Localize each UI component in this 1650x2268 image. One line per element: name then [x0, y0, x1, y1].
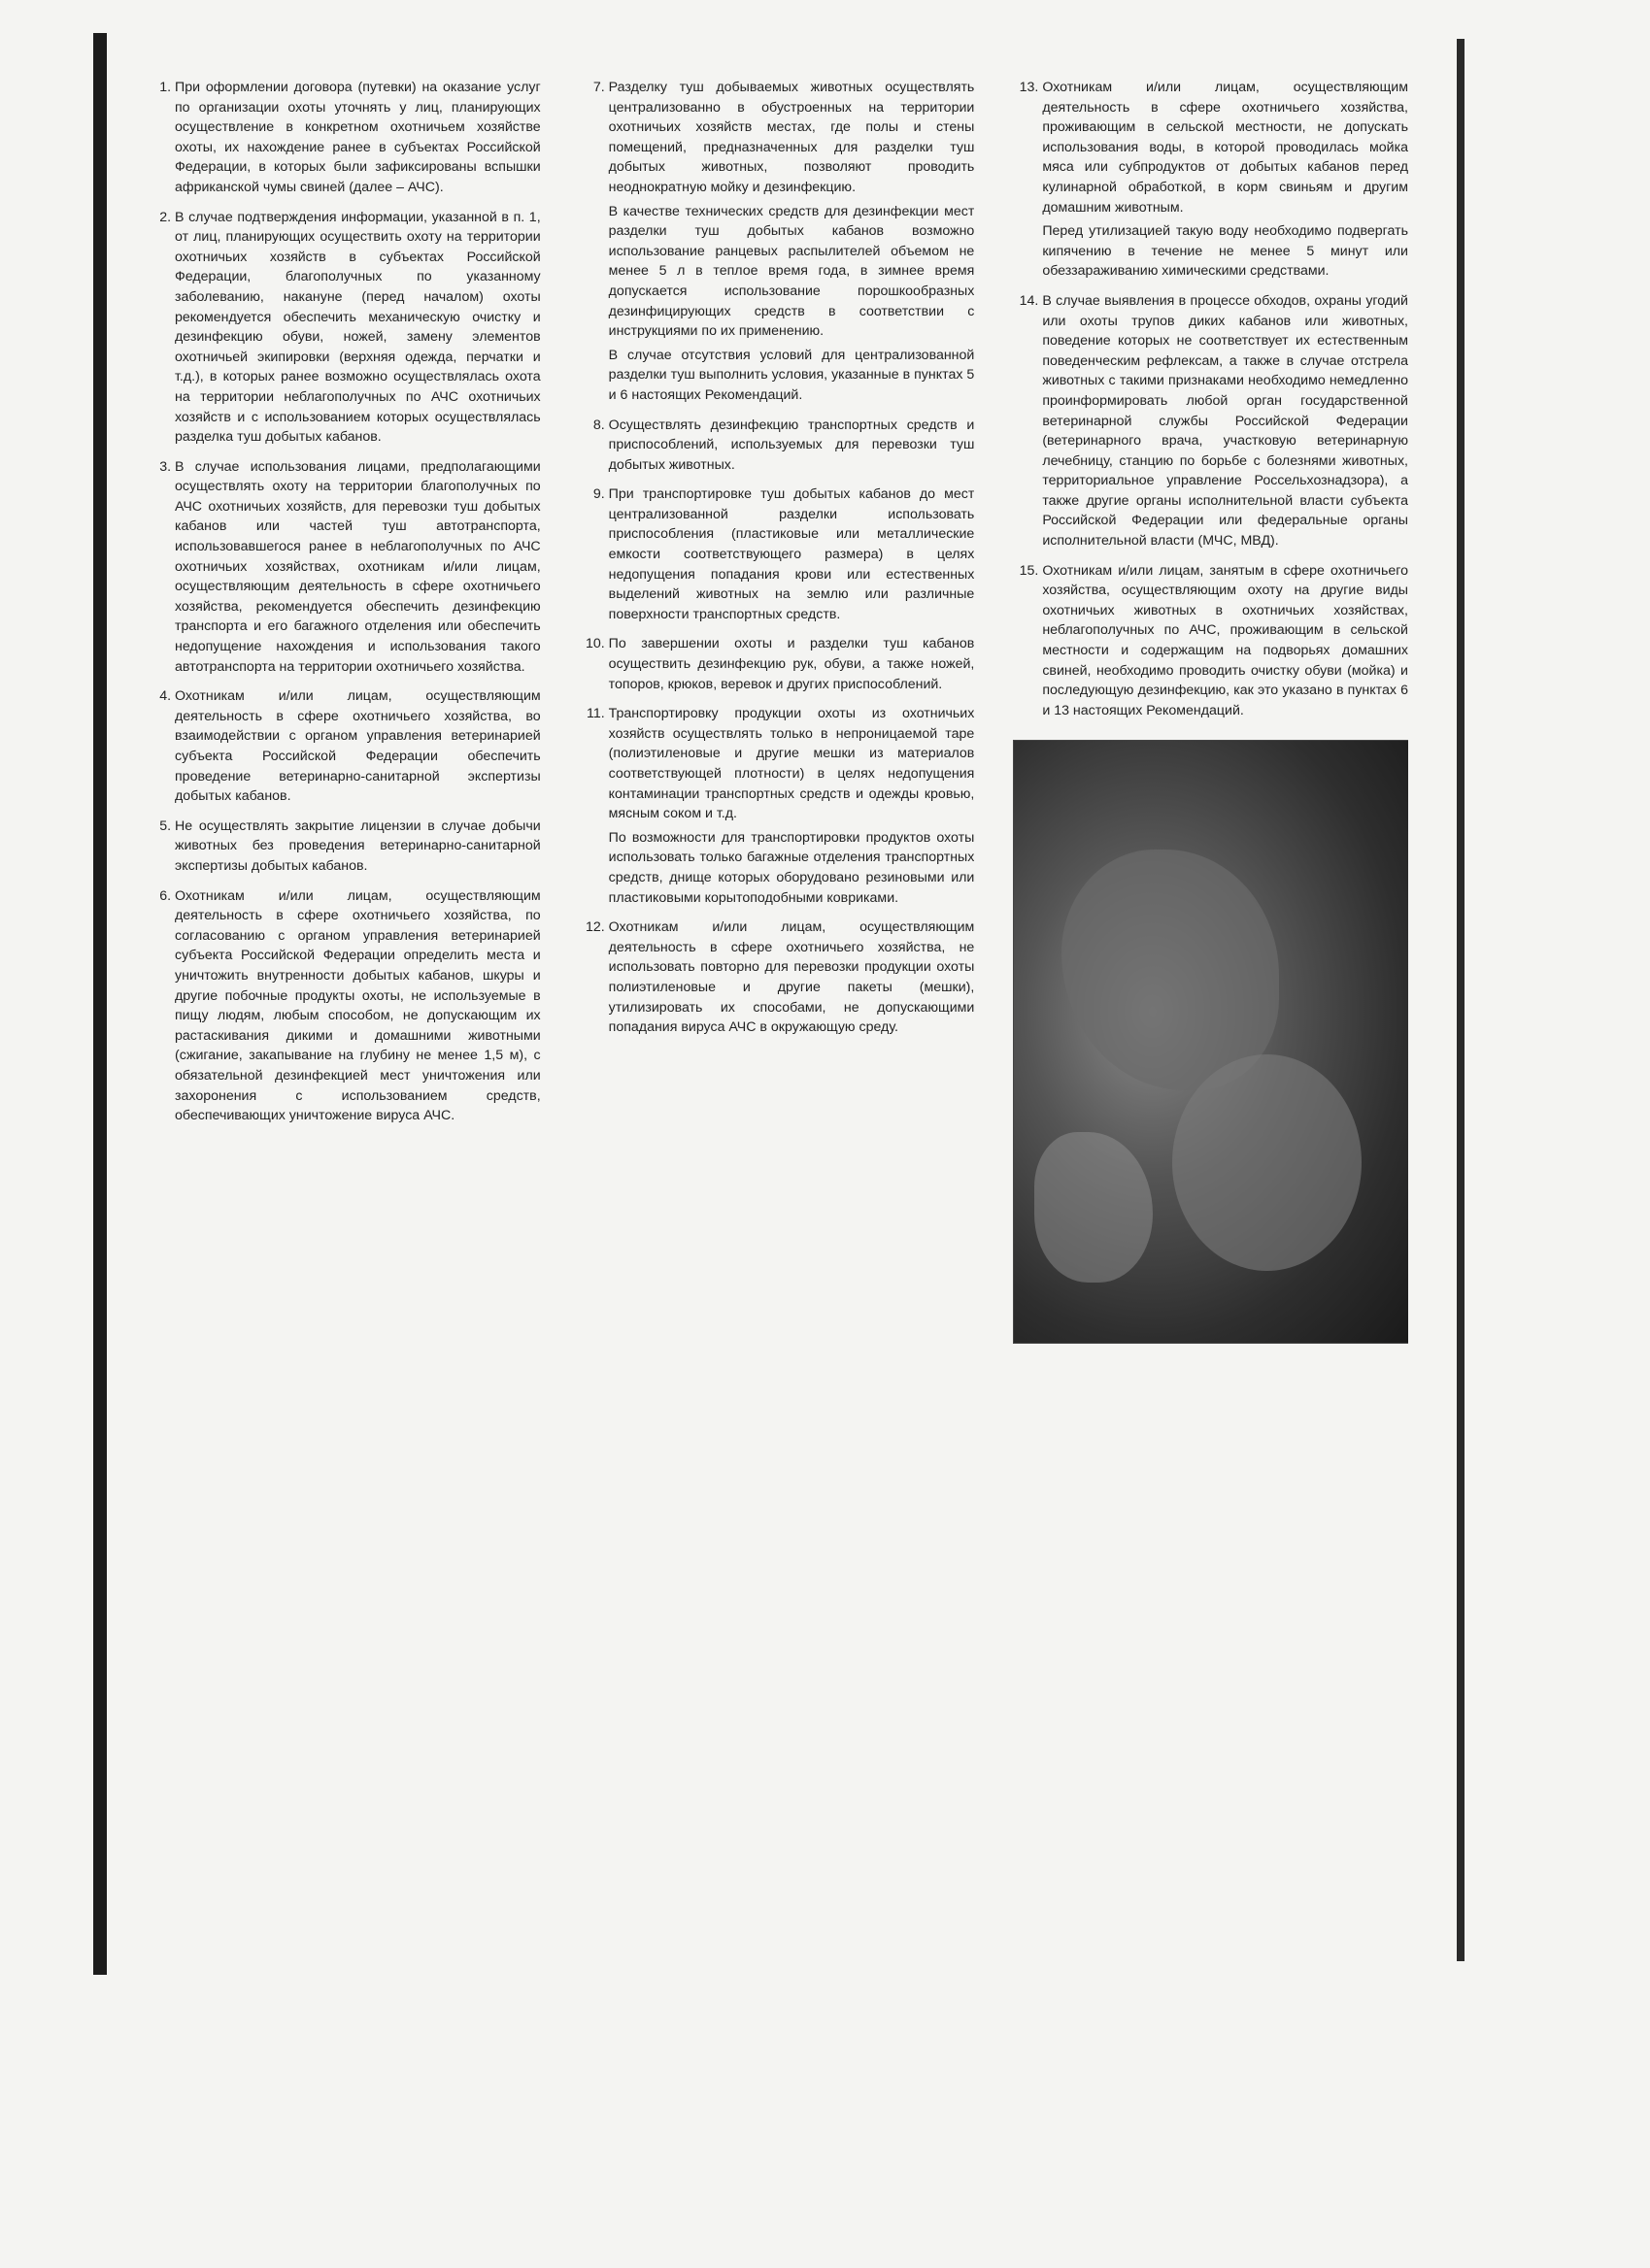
item-paragraph: 7. Разделку туш добываемых животных осуществлять централизованно в обустроенных на территории охотничьих хозяйств местах, где полы и стены помещений, предназначенных для разделки туш добытых животных, позволяют проводить неоднократную мойку и дезинфекцию.: [608, 80, 975, 195]
list-item: [609, 78, 975, 406]
item-paragraph: 15. Охотникам и/или лицам, занятым в сфере охотничьего хозяйства, осуществляющим охоту на другие виды охотничьих животных в охотничьих хозяйствах, неблагополучных по АЧС, проживающим в сельской местности и содержащим на подворьях домашних свиней, необходимо проводить очистку обуви (мойка) и последующую дезинфекцию, как это указано в пунктах 6 и 13 настоящих Рекомендаций.: [1042, 562, 1408, 718]
item-paragraph: 4. Охотникам и/или лицам, осуществляющим деятельность в сфере охотничьего хозяйства, во взаимодействии с органом управления ветеринарией субъекта Российской Федерации обеспечить проведение ветеринарно-санитарной экспертизы добытых кабанов.: [175, 688, 541, 805]
item-paragraph: 12. Охотникам и/или лицам, осуществляющим деятельность в сфере охотничьего хозяйства, не использовать повторно для перевозки продукции охоты полиэтиленовые и другие пакеты (мешки), утилизировать их способами, не допускающими попадания вируса АЧС в окружающую среду.: [608, 919, 975, 1036]
list-item: [175, 686, 541, 807]
recommendation-list: [1013, 78, 1408, 720]
list-item: [175, 78, 541, 198]
scan-edge-right: [1457, 39, 1465, 1961]
list-item: [175, 817, 541, 877]
list-item: [175, 457, 541, 678]
item-paragraph: 10. По завершении охоты и разделки туш кабанов осуществить дезинфекцию рук, обуви, а также ножей, топоров, крюков, веревок и других приспособлений.: [608, 636, 975, 692]
item-paragraph: 2. В случае подтверждения информации, указанной в п. 1, от лиц, планирующих осуществить охоту на территории охотничьих хозяйств в субъектах Российской Федерации, благополучных по указанному заболеванию, накануне (перед началом) охоты рекомендуется обеспечить механическую очистку и дезинфекцию обуви, ножей, замену элементов охотничьей экипировки (верхняя одежда, перчатки и т.д.), в которых ранее возможно осуществлялась охота на территории неблагополучных по АЧС охотничьих хозяйств и с использованием которых осуществлялась разделка туш добытых кабанов.: [175, 209, 541, 446]
item-paragraph: 8. Осуществлять дезинфекцию транспортных средств и приспособлений, используемых для перевозки туш добытых животных.: [608, 417, 975, 473]
document-page: [146, 78, 1408, 2194]
item-paragraph: 1. При оформлении договора (путевки) на оказание услуг по организации охоты уточнять у лиц, планирующих осуществление в конкретном охотничьем хозяйстве охоты, их нахождение ранее в субъектах Российской Федерации, в которых были зафиксированы вспышки африканской чумы свиней (далее – АЧС).: [175, 80, 541, 195]
list-item: [609, 704, 975, 908]
list-item: [1042, 78, 1408, 282]
scan-edge-left: [93, 33, 107, 1975]
item-paragraph: 5. Не осуществлять закрытие лицензии в случае добычи животных без проведения ветеринарно-санитарной экспертизы добытых кабанов.: [175, 817, 541, 874]
column-2: [580, 78, 975, 2194]
item-paragraph: 13. Охотникам и/или лицам, осуществляющим деятельность в сфере охотничьего хозяйства, проживающим в сельской местности, не допускать использования воды, в которой проводилась мойка мяса или субпродуктов от добытых кабанов перед кулинарной обработкой, в корм свиньям и другим домашним животным.: [1042, 80, 1408, 216]
column-3: [1013, 78, 1408, 2194]
list-item: [1042, 561, 1408, 721]
list-item: [609, 917, 975, 1038]
recommendation-list: [580, 78, 975, 1038]
item-paragraph: 3. В случае использования лицами, предполагающими осуществлять охоту на территории благополучных по АЧС охотничьих хозяйств, для перевозки туш добытых кабанов или частей туш автотранспорта, использовавшегося ранее в неблагополучных по АЧС охотничьих хозяйствах, охотникам и/или лицам, осуществляющим деятельность в сфере охотничьего хозяйства, рекомендуется обеспечить дезинфекцию транспорта и его багажного отделения или обеспечить недопущение нахождения и использования такого автотранспорта на территории охотничьего хозяйства.: [175, 458, 541, 675]
item-paragraph: По возможности для транспортировки продуктов охоты использовать только багажные отделения транспортных средств, днище которых оборудовано резиновыми или пластиковыми корытоподобными ковриками.: [608, 829, 975, 906]
recommendation-list: [146, 78, 541, 1126]
list-item: [609, 634, 975, 694]
item-paragraph: 9. При транспортировке туш добытых кабанов до мест централизованной разделки использовать приспособления (пластиковые или металлические емкости соответствующего размера) в целях недопущения попадания крови или естественных выделений животных на землю или различные поверхности транспортных средств.: [608, 486, 975, 622]
boar-photo: [1013, 740, 1408, 1344]
item-paragraph: Перед утилизацией такую воду необходимо подвергать кипячению в течение не менее 5 минут или обеззараживанию химическими средствами.: [1042, 223, 1408, 280]
list-item: [609, 484, 975, 624]
item-paragraph: 11. Транспортировку продукции охоты из охотничьих хозяйств осуществлять только в непроницаемой таре (полиэтиленовые и другие мешки из материалов соответствующей плотности) в целях недопущения контаминации транспортных средств и одежды кровью, мясным соком и т.д.: [608, 706, 975, 822]
list-item: [175, 208, 541, 448]
list-item: [175, 886, 541, 1126]
item-paragraph: В случае отсутствия условий для централизованной разделки туш выполнить условия, указанные в пунктах 5 и 6 настоящих Рекомендаций.: [608, 347, 975, 403]
item-paragraph: 6. Охотникам и/или лицам, осуществляющим деятельность в сфере охотничьего хозяйства, по согласованию с органом управления ветеринарией субъекта Российской Федерации определить места и уничтожить внутренности добытых кабанов, шкуры и другие побочные продукты охоты, не используемые в пищу людям, любым способом, не допускающим их растаскивания дикими и домашними животными (сжигание, закапывание на глубину не менее 1,5 м), с обязательной дезинфекцией мест уничтожения или захоронения с использованием средств, обеспечивающих уничтожение вируса АЧС.: [175, 887, 541, 1124]
list-item: [1042, 291, 1408, 551]
item-paragraph: В качестве технических средств для дезинфекции мест разделки туш добытых кабанов возможно использование ранцевых распылителей объемом не менее 5 л в теплое время года, в зимнее время допускается использование порошкообразных дезинфицирующих средств в соответствии с инструкциями по их применению.: [608, 203, 975, 340]
list-item: [609, 416, 975, 476]
item-paragraph: 14. В случае выявления в процессе обходов, охраны угодий или охоты трупов диких кабанов или животных, поведение которых не соответствует их естественным поведенческим рефлексам, а также в случае отстрела животных с такими признаками необходимо немедленно проинформировать любой орган государственной ветеринарной службы Российской Федерации (ветеринарного врача, участковую ветеринарную лечебницу, станцию по борьбе с болезнями животных, территориальное управление Россельхознадзора), а также другие органы исполнительной власти субъекта Российской Федерации или федеральные органы исполнительной власти (МЧС, МВД).: [1042, 292, 1408, 550]
column-1: [146, 78, 541, 2194]
